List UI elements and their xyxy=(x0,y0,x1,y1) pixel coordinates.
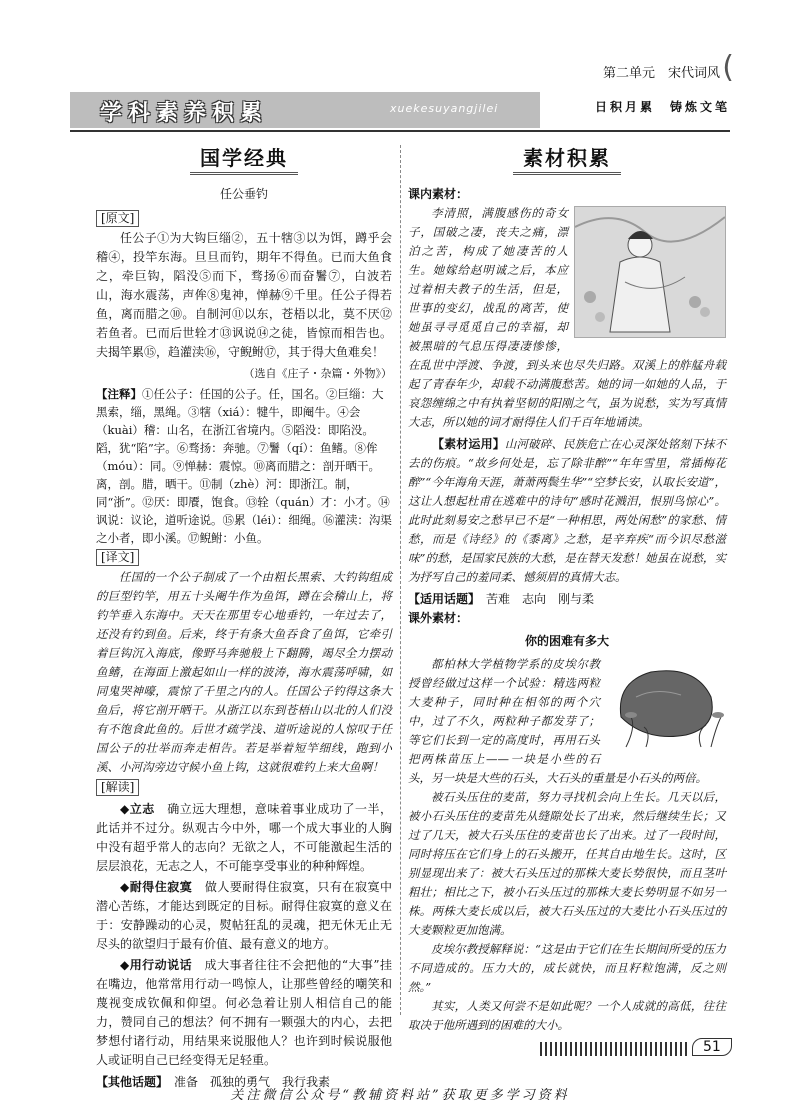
point-item xyxy=(96,800,392,876)
yuanwen-label: [原文] xyxy=(96,210,139,227)
kewai-title: 你的困难有多大 xyxy=(524,634,609,648)
kewai-label: 课外素材： xyxy=(408,611,469,625)
shiyong-label: 【适用话题】 xyxy=(408,592,475,606)
point-text: 做人要耐得住寂寞，只有在寂寞中潜心苦练，才能达到既定的目标。耐得住寂寞的意义在于：安静躁动的心灵，熨帖狂乱的灵魂，把无休无止无尽头的欲望归于最有价值、最有意义的地方。 xyxy=(96,880,392,951)
zhushi-text: ①任公子：任国的公子。任，国名。②巨缁：大黑索，缁，黑绳。③犗（xiá）：犍牛，即阉牛。④会（kuài）稽：山名，在浙江省境内。⑤䧟没：即陷没。䧟，犹“陷”字。⑥骛扬：奔驰。⑦鬐（qí）：鱼鳍。⑧侔（móu）：同。⑨惮赫：震惊。⑩离而腊之：剖开晒干。离，剖。腊，晒干。⑪制（zhè）河：即浙江。制，同“浙”。⑫厌：即餍，饱食。⑬辁（quán）才：小才。⑭讽说：议论，道听途说。⑮累（léi）：细绳。⑯灌渎：沟渠之小者，即小溪。⑰鲵鲋：小鱼。 xyxy=(96,387,392,545)
kewai-paragraph: 被石头压住的麦苗，努力寻找机会向上生长。几天以后，被小石头压住的麦苗先从缝隙处长了出来，然后继续生长；又过了几天，被大石头压住的麦苗也长了出来。过了一段时间，同时将压在它们身上的石头搬开，任其自由地生长。这时，区别显现出来了：被大石头压过的那株大麦长势很快，而且茎叶粗壮；相比之下，被小石头压过的那株大麦长势明显不如另一株。两株大麦长成以后，被大石头压过的大麦比小石头压过的大麦颗粒更加饱满。 xyxy=(408,790,726,937)
yiwen-text: 任国的一个公子制成了一个由粗长黑索、大钓钩组成的巨型钓竿，用五十头阉牛作为鱼饵，蹲在会稽山上，将钓竿垂入东海中。天天在那里专心地垂钓，一年过去了，还没有钓到鱼。后来，终于有条大鱼吞食了鱼饵，它牵引着巨钩沉入海底，像野马奔驰般上下翻腾，竭尽全力摆动鱼鳍，在海面上激起如山一样的波涛，海水震荡呼啸，如同鬼哭神嚎，震惊了千里之内的人。任国公子钓得这条大鱼后，将它剖开晒干。从浙江以东到苍梧山以北的人们没有不饱食此鱼的。后世才疏学浅、道听途说的人惊叹于任国公子的壮举而奔走相告。若是举着短竿细线，跑到小溪、小河沟旁边守候小鱼上钩，这就很难钓上来大鱼啊！ xyxy=(96,570,392,774)
kenei-text: 李清照，满腹感伤的奇女子，国破之凄，丧夫之痛，漂泊之苦，构成了她凄苦的人生。她嫁给赵明诚之后，本应过着相夫教子的生活，但是，世事的变幻，战乱的离苦，使她虽寻寻觅觅自己的幸福，却被黑暗的气息压得凄凄惨惨，在乱世中浮渡、争渡，到头来也尽失归路。双溪上的舴艋舟载起了青春年少，却载不动满腹愁苦。她的词一如她的人品，于哀怨缠绵之中有执着坚韧的阳刚之气，虽为说愁，实为写真情大志，所以她的词才耐得住人们千百年地诵读。 xyxy=(408,206,726,429)
kewai-paragraph: 皮埃尔教授解释说：“这是由于它们在生长期间所受的压力不同造成的。压力大的，成长就快，而且籽粒饱满，反之则然。” xyxy=(408,942,726,994)
column-divider xyxy=(400,145,402,1015)
shiyong-block xyxy=(408,590,726,609)
yuanwen-text: 任公子①为大钩巨缁②，五十犗③以为饵，蹲乎会稽④，投竿东海。旦旦而钓，期年不得鱼。已而大鱼食之，牵巨钩，䧟没⑤而下，骛扬⑥而奋鬐⑦，白波若山，海水震荡，声侔⑧鬼神，惮赫⑨千里。任公子得若鱼，离而腊之⑩。自制河⑪以东，苍梧以北，莫不厌⑫若鱼者。已而后世辁才⑬讽说⑭之徒，皆惊而相告也。夫揭竿累⑮，趋灌渎⑯，守鲵鲋⑰，其于得大鱼难矣！ xyxy=(96,231,392,359)
banner-underline xyxy=(70,130,730,132)
yiwen-label: [译文] xyxy=(96,549,139,566)
right-column xyxy=(408,145,726,1035)
point-text: 确立远大理想，意味着事业成功了一半，此话并不过分。纵观古今中外，哪一个成大事业的人胸中没有超乎常人的志向？无欲之人，不可能激起生活的层层浪花，无志之人，不可能享受事业的种种辉煌。 xyxy=(96,802,392,873)
source-citation: （选自《庄子・杂篇・外物》） xyxy=(243,367,392,380)
yunyong-text: 山河破碎、民族危亡在心灵深处铭刻下抹不去的伤痕。“故乡何处是，忘了除非醉”“年年雪里，常插梅花醉”“今年海角天涯，萧萧两鬓生华”“空梦长安，认取长安道”，这让人想起杜甫在逃难中的诗句“感时花溅泪，恨别鸟惊心”。此时此刻易安之愁早已不是“一种相思，两处闲愁”的家愁、情愁，而是《诗经》的《黍离》之愁，是辛弃疾“而今识尽愁滋味”的愁，是国家民族的大愁，是在替天发愁！她虽在说愁，实为抒写自己的羞同柔、憾须眉的真情大志。 xyxy=(408,437,726,584)
footer-stripes xyxy=(540,1042,690,1056)
other-topics-text: 准备 孤独的勇气 我行我素 xyxy=(174,1075,331,1089)
right-section-title: 素材积累 xyxy=(408,149,726,175)
jiedu-label: [解读] xyxy=(96,779,139,796)
kewai-paragraph: 其实，人类又何尝不是如此呢？一个人成就的高低，往往取决于他所遇到的困难的大小。 xyxy=(408,999,726,1032)
li-qingzhao-portrait xyxy=(574,206,726,338)
bottom-note: 关注微信公众号“教辅资料站”获取更多学习资料 xyxy=(230,1088,570,1103)
kenei-label: 课内素材： xyxy=(408,187,469,201)
page-number: 51 xyxy=(692,1038,732,1056)
rock-sprout-illustration xyxy=(606,657,726,752)
banner-title: 学科素养积累 xyxy=(100,101,269,126)
point-title: ◆用行动说话 xyxy=(120,958,193,972)
kewai-paragraph: 都柏林大学植物学系的皮埃尔教授曾经做过这样一个试验：精选两粒大麦种子，同时种在相邻的两个穴中，过了不久，两粒种子都发芽了；等它们长到一定的高度时，再用石头把两株苗压上——一块是小些的石头，另一块是大些的石头，大石头的重量是小石头的两倍。 xyxy=(408,657,707,785)
yunyong-label: 【素材运用】 xyxy=(432,437,505,451)
shiyong-text: 苦难 志向 刚与柔 xyxy=(486,592,595,606)
article-title: 任公垂钓 xyxy=(219,187,268,201)
yunyong-block xyxy=(408,435,726,587)
banner-slogan: 日积月累 铸炼文笔 xyxy=(594,100,730,114)
point-title: ◆耐得住寂寞 xyxy=(120,880,193,894)
point-title: ◆立志 xyxy=(120,802,155,816)
point-item xyxy=(96,878,392,954)
banner xyxy=(70,92,730,128)
left-section-title: 国学经典 xyxy=(96,149,392,175)
point-item xyxy=(96,956,392,1070)
zhushi-label: 【注释】 xyxy=(96,387,142,401)
point-text: 成大事者往往不会把他的“大事”挂在嘴边，他常常用行动一鸣惊人，让那些曾经的嘲笑和蔑视变成钦佩和仰望。何必急着让别人相信自己的能力，赞同自己的想法？何不拥有一颗强大的内心，去把梦想付诸行动，用结果来说服他人？也许到时候说服他人或证明自己已经变得无足轻重。 xyxy=(96,958,392,1067)
unit-header: 第二单元 宋代词风 xyxy=(602,66,720,81)
left-column xyxy=(96,145,392,1092)
zhushi-block xyxy=(96,385,392,547)
banner-pinyin: xuekesuyangjilei xyxy=(390,102,499,115)
header-bracket-decoration: ( xyxy=(722,50,734,85)
other-topics-label: 【其他话题】 xyxy=(96,1075,163,1089)
